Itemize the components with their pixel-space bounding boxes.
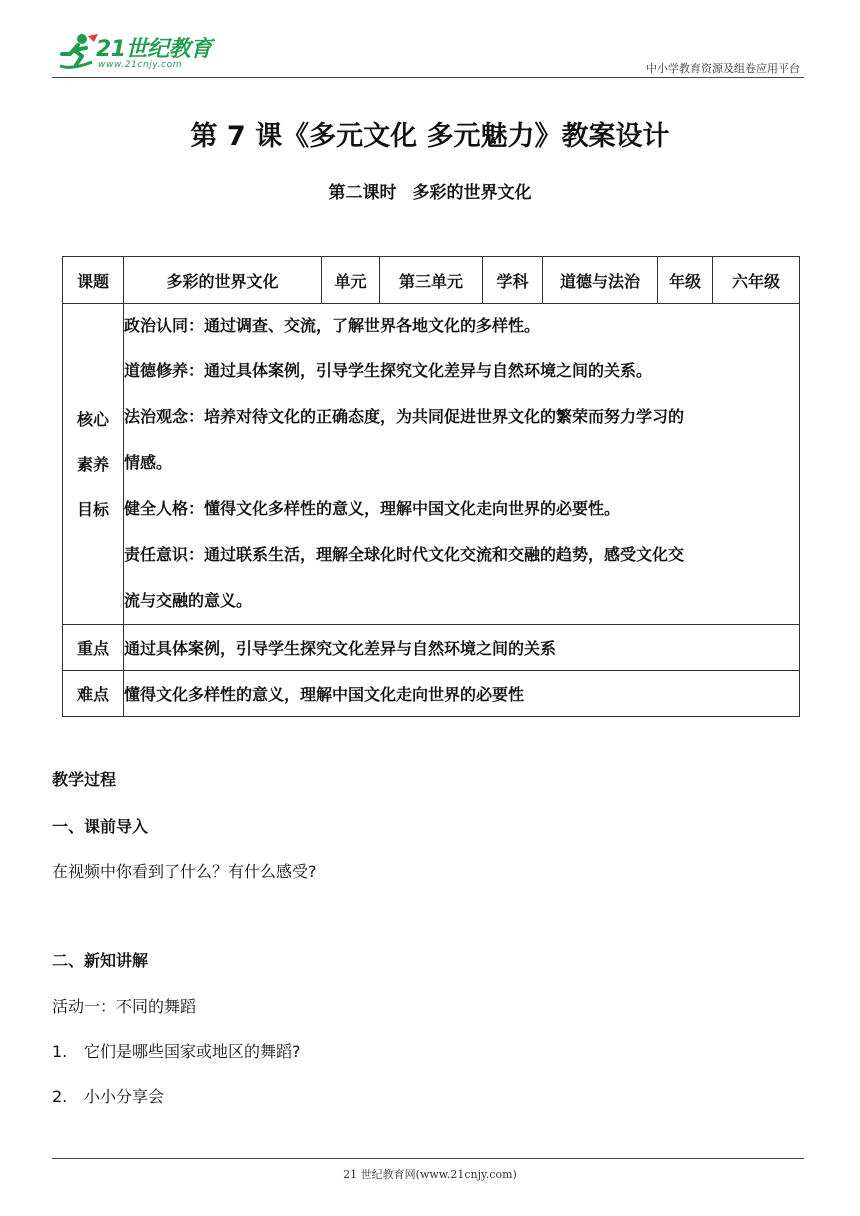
goal-line: 情感。 <box>124 453 173 472</box>
goals-label-line: 目标 <box>76 499 109 519</box>
section1-heading: 一、课前导入 <box>52 817 149 836</box>
goal-line: 责任意识：通过联系生活，理解全球化时代文化交流和交融的趋势，感受文化交 <box>124 545 685 564</box>
cell-grade-label: 年级 <box>658 257 713 304</box>
page-subtitle: 第二课时 多彩的世界文化 <box>328 183 532 203</box>
activity1-label: 活动一：不同的舞蹈 <box>52 997 197 1016</box>
list-item <box>52 1084 164 1107</box>
cell-topic-label: 课题 <box>63 257 124 304</box>
goal-line: 法治观念：培养对待文化的正确态度，为共同促进世界文化的繁荣而努力学习的 <box>124 407 685 426</box>
logo-text: 21世纪教育 <box>96 37 212 62</box>
cell-subject-label: 学科 <box>483 257 543 304</box>
header-tagline: 中小学教育资源及组卷应用平台 <box>646 62 800 75</box>
process-heading: 教学过程 <box>52 770 117 789</box>
section1-text: 在视频中你看到了什么？有什么感受? <box>52 862 317 881</box>
goals-label-line: 素养 <box>76 454 109 474</box>
page-title: 第 7 课《多元文化 多元魅力》教案设计 <box>190 121 670 152</box>
cell-key-text: 通过具体案例，引导学生探究文化差异与自然环境之间的关系 <box>124 625 800 671</box>
list-item-text: 它们是哪些国家或地区的舞蹈? <box>84 1042 301 1061</box>
table-row-goals <box>63 304 800 625</box>
cell-unit-value: 第三单元 <box>380 257 483 304</box>
table-row-difficulty <box>63 671 800 717</box>
goals-label-line: 核心 <box>76 409 109 429</box>
header-divider <box>52 77 804 78</box>
footer-divider <box>52 1158 804 1159</box>
goal-line: 流与交融的意义。 <box>124 591 253 610</box>
goal-line: 道德修养：通过具体案例，引导学生探究文化差异与自然环境之间的关系。 <box>124 361 653 380</box>
cell-unit-label: 单元 <box>322 257 380 304</box>
list-item-text: 小小分享会 <box>84 1087 165 1106</box>
lesson-info-table <box>62 256 800 717</box>
page-footer: 21 世纪教育网(www.21cnjy.com) <box>343 1168 517 1181</box>
cell-goals-content <box>124 304 800 625</box>
cell-topic-value: 多彩的世界文化 <box>124 257 322 304</box>
table-row-header <box>63 257 800 304</box>
list-item-number: 1. <box>52 1042 68 1061</box>
runner-logo-icon <box>52 32 100 72</box>
logo-url: www.21cnjy.com <box>98 60 183 70</box>
goal-line: 健全人格：懂得文化多样性的意义，理解中国文化走向世界的必要性。 <box>124 499 621 518</box>
cell-goals-label <box>63 304 124 625</box>
table-row-key-point <box>63 625 800 671</box>
cell-grade-value: 六年级 <box>713 257 800 304</box>
cell-key-label: 重点 <box>63 625 124 671</box>
cell-difficulty-text: 懂得文化多样性的意义，理解中国文化走向世界的必要性 <box>124 671 800 717</box>
cell-difficulty-label: 难点 <box>63 671 124 717</box>
list-item <box>52 1039 301 1062</box>
logo <box>52 30 222 76</box>
list-item-number: 2. <box>52 1087 68 1106</box>
page-header <box>52 26 804 78</box>
cell-subject-value: 道德与法治 <box>543 257 658 304</box>
goal-line: 政治认同：通过调查、交流，了解世界各地文化的多样性。 <box>124 316 541 335</box>
section2-heading: 二、新知讲解 <box>52 951 149 970</box>
